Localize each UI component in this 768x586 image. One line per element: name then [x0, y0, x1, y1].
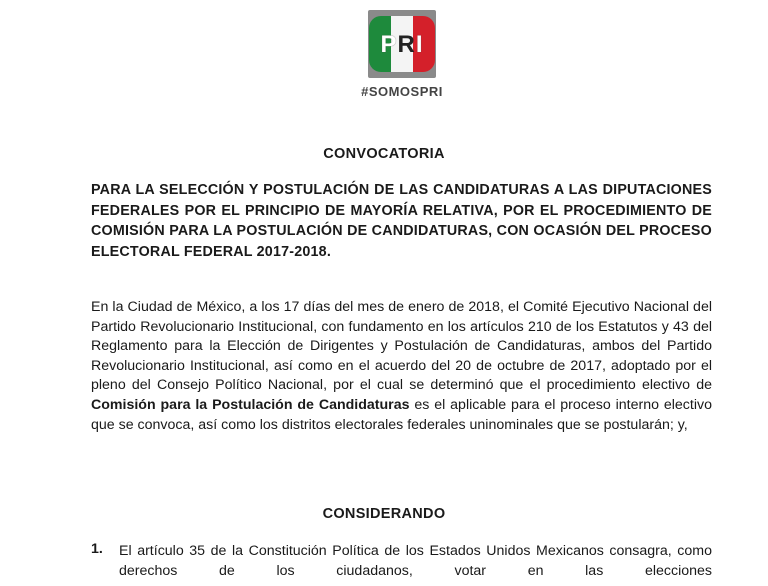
intro-paragraph — [91, 298, 712, 435]
intro-bold-text: Comisión para la Postulación de Candidaturas — [91, 396, 410, 413]
document-title: CONVOCATORIA — [323, 146, 445, 162]
section-heading-considerando: CONSIDERANDO — [322, 506, 446, 522]
hashtag: #SOMOSPRI — [361, 84, 443, 99]
pri-logo — [368, 10, 436, 78]
logo-letters: PRI — [380, 31, 424, 58]
intro-text-part1: En la Ciudad de México, a los 17 días del mes de enero de 2018, el Comité Ejecutivo Nacional del Partido Revolucionario Institucional, con fundamento en los artículos 210 de los Estatutos y 43 del Reglamento para la Elección de Dirigentes y Postulación de Candidaturas, ambos del Partido Revolucionario Institucional, así como en el acuerdo del 20 de octubre de 2017, adoptado por el pleno del Consejo Político Nacional, por el cual se determinó que el procedimiento electivo de — [91, 299, 712, 394]
document-subtitle: PARA LA SELECCIÓN Y POSTULACIÓN DE LAS CANDIDATURAS A LAS DIPUTACIONES FEDERALES POR EL PRINCIPIO DE MAYORÍA RELATIVA, POR EL PROCEDIMIENTO DE COMISIÓN PARA LA POSTULACIÓN DE CANDIDATURAS, CON OCASIÓN DEL PROCESO ELECTORAL FEDERAL 2017-2018. — [91, 182, 712, 260]
list-item-number: 1. — [91, 541, 103, 557]
intro-text-part2: es el aplicable para el proceso interno electivo que se convoca, así como los distritos electorales federales uninominales que se postularán; y, — [91, 396, 712, 433]
list-item-text: El artículo 35 de la Constitución Política de los Estados Unidos Mexicanos consagra, como derechos de los ciudadanos, votar en las elecciones — [119, 543, 712, 579]
